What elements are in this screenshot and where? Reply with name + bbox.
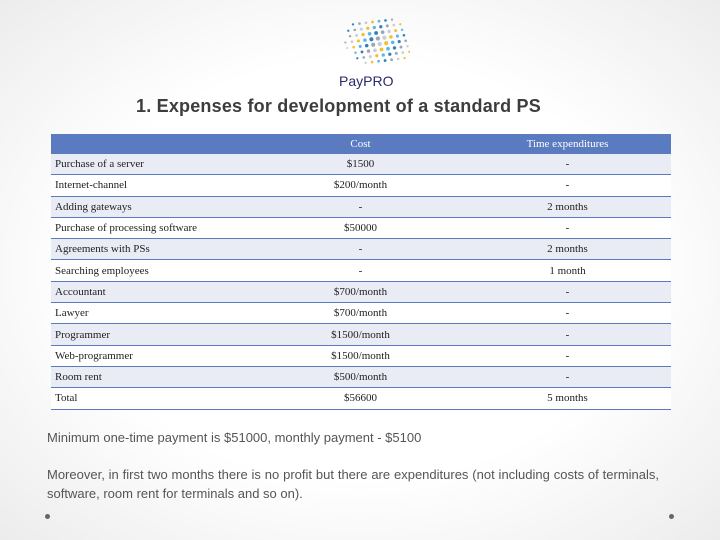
- cell-time: -: [464, 175, 671, 196]
- cell-time: 2 months: [464, 196, 671, 217]
- cell-cost: $700/month: [257, 303, 464, 324]
- cell-cost: $50000: [257, 217, 464, 238]
- header-time: Time expenditures: [464, 134, 671, 154]
- page-title: 1. Expenses for development of a standard PS: [136, 96, 541, 116]
- table-row: [51, 388, 671, 409]
- table-row: [51, 345, 671, 366]
- cell-item: Searching employees: [51, 260, 257, 281]
- table-header-row: [51, 134, 671, 154]
- minimum-payment-note: Minimum one-time payment is $51000, monthly payment - $5100: [47, 430, 422, 445]
- table-row: [51, 175, 671, 196]
- cell-item: Web-programmer: [51, 345, 257, 366]
- table-row: [51, 303, 671, 324]
- cell-item: Room rent: [51, 366, 257, 387]
- cell-time: 1 month: [464, 260, 671, 281]
- bullet-left-icon: [45, 514, 50, 519]
- cell-item: Adding gateways: [51, 196, 257, 217]
- moreover-note: Moreover, in first two months there is no profit but there are expenditures (not including costs of terminals, software, room rent for terminals and so on).: [47, 467, 659, 501]
- cell-cost: $1500: [257, 154, 464, 175]
- cell-item: Purchase of processing software: [51, 217, 257, 238]
- table-row: [51, 324, 671, 345]
- bullet-right-icon: [669, 514, 674, 519]
- table-row: [51, 366, 671, 387]
- cell-cost: $500/month: [257, 366, 464, 387]
- table-row: [51, 154, 671, 175]
- cell-time: -: [464, 154, 671, 175]
- cell-time: -: [464, 303, 671, 324]
- cell-cost: $700/month: [257, 281, 464, 302]
- table-row: [51, 260, 671, 281]
- cell-time: -: [464, 345, 671, 366]
- cell-time: 2 months: [464, 239, 671, 260]
- cell-item: Programmer: [51, 324, 257, 345]
- cell-cost: $1500/month: [257, 324, 464, 345]
- expenses-table: [51, 134, 671, 410]
- header-cost: Cost: [257, 134, 464, 154]
- cell-time: -: [464, 281, 671, 302]
- cell-time: -: [464, 366, 671, 387]
- cell-item: Internet-channel: [51, 175, 257, 196]
- cell-cost: -: [257, 196, 464, 217]
- cell-item: Total: [51, 388, 257, 409]
- table-row: [51, 239, 671, 260]
- cell-item: Lawyer: [51, 303, 257, 324]
- cell-cost: -: [257, 260, 464, 281]
- cell-time: -: [464, 324, 671, 345]
- cell-item: Purchase of a server: [51, 154, 257, 175]
- cell-cost: $1500/month: [257, 345, 464, 366]
- cell-cost: $56600: [257, 388, 464, 409]
- cell-time: -: [464, 217, 671, 238]
- cell-time: 5 months: [464, 388, 671, 409]
- table-row: [51, 281, 671, 302]
- logo-text: PayPRO: [339, 73, 394, 89]
- header-item: [51, 134, 257, 154]
- table-row: [51, 217, 671, 238]
- table-row: [51, 196, 671, 217]
- cell-item: Agreements with PSs: [51, 239, 257, 260]
- cell-item: Accountant: [51, 281, 257, 302]
- cell-cost: -: [257, 239, 464, 260]
- cell-cost: $200/month: [257, 175, 464, 196]
